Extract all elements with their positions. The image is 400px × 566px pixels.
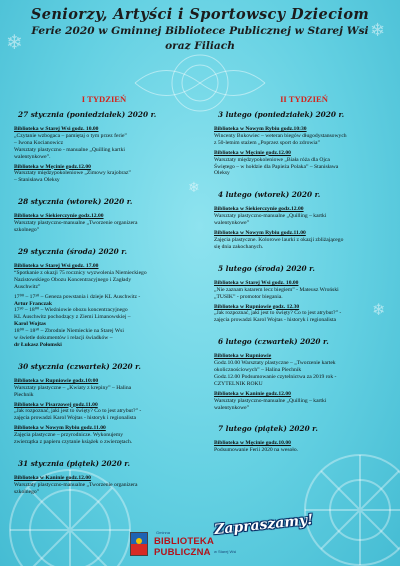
- logo-main-text: BIBLIOTEKA PUBLICZNA: [154, 536, 214, 558]
- event-description-line: Auschwitz”: [14, 283, 41, 290]
- snowflake-icon: ❄: [188, 180, 200, 196]
- event-entry: [14, 425, 194, 446]
- event-description-line: dr Łukasz Połomski: [14, 341, 62, 348]
- event-entry: [214, 150, 394, 178]
- logo-bottom-text: w Starej Wsi: [214, 549, 237, 554]
- event-description-line: Warsztaty międzypokoleniowe „Zimowy krajobraz”: [14, 170, 131, 177]
- day-heading: 27 stycznia (poniedziałek) 2020 r.: [18, 110, 157, 119]
- event-location-time: Biblioteka w Siekierczynie godz.12.00: [214, 206, 304, 213]
- event-location-time: Biblioteka w Siekierczynie godz.12.00: [14, 213, 104, 220]
- event-entry: [214, 391, 394, 412]
- day-heading: 30 stycznia (czwartek) 2020 r.: [18, 361, 141, 371]
- library-logo: [130, 530, 270, 562]
- event-entry: [14, 475, 194, 496]
- event-entry: [214, 304, 394, 325]
- event-description-line: „Jak rozpoznać, jaki jest to święty? Co to jest atrybut?” -: [14, 408, 142, 415]
- day-spacer: [14, 449, 194, 459]
- week-2-column: [214, 94, 394, 467]
- event-location-time: Biblioteka w Rupniowie: [214, 353, 272, 360]
- day-spacer: [14, 237, 194, 247]
- event-description-line: walentynkowe”.: [14, 153, 51, 160]
- event-description-line: CZYTELNIK ROKU: [214, 380, 263, 387]
- day-heading: 5 lutego (środa) 2020 r.: [218, 263, 315, 273]
- day-heading: 6 lutego (czwartek) 2020 r.: [218, 337, 329, 347]
- event-description-line: zwierzątka z papieru czytanie książek o zwierzętach.: [14, 439, 133, 446]
- event-description-line: „Czytanie wzbogaca – pamiętaj o tym przez ferie”: [14, 132, 127, 139]
- day-list: [214, 110, 394, 467]
- event-description-line: Warsztaty plastyczno-manualne „Quilling – kartki: [214, 397, 327, 404]
- event-location-time: Biblioteka w Starej Wsi godz. 17.00: [14, 262, 99, 269]
- event-location-time: Biblioteka w Męcinie godz.10.00: [214, 440, 291, 447]
- day-heading: 28 stycznia (wtorek) 2020 r.: [18, 197, 133, 207]
- event-description-line: walentynkowe”: [214, 220, 250, 227]
- event-description-line: Warsztaty plastyczne – „Kwiaty z krepiny” – Halina: [14, 384, 132, 391]
- week-heading: I TYDZIEŃ: [81, 94, 127, 104]
- event-description-line: “Spotkanie z okazji 75 rocznicy wyzwolenia Niemieckiego: [14, 269, 147, 276]
- event-entry: [214, 230, 394, 251]
- event-description-line: Wincenty Bukowiec – weteran biegów długodystansowych: [214, 132, 347, 139]
- event-description-line: zajęcia prowadzi Karol Wojtas - historyk i regionalista: [14, 415, 137, 422]
- event-description-line: Warsztaty plastyczno-manualne „Quilling – kartki: [214, 213, 327, 220]
- day-spacer: [14, 499, 194, 509]
- day-heading: 7 lutego (piątek) 2020 r.: [218, 424, 318, 434]
- event-description-line: – Iwona Kocianowicz: [14, 139, 64, 146]
- event-description-line: się dnia zakochanych.: [214, 243, 264, 250]
- event-entry: [214, 126, 394, 147]
- event-description-line: Nazistowskiego Obozu Koncentracyjnego i Zagłady: [14, 276, 132, 283]
- event-description-line: szkolnego”: [14, 227, 40, 234]
- event-entry: [214, 353, 394, 388]
- snowflake-icon: ❄: [372, 300, 386, 319]
- event-entry: [14, 378, 194, 399]
- day-heading: 3 lutego (poniedziałek) 2020 r.: [218, 110, 345, 119]
- poster-subtitle-second-line: oraz Filiach: [165, 40, 235, 52]
- event-description-line: Piechnik: [14, 391, 34, 398]
- day-list: [14, 110, 194, 509]
- event-description-line: Warsztaty plastyczno-manualne „Tworzenie organizera: [14, 481, 138, 488]
- event-description-line: zajęcia prowadzi Karol Wojtas - historyk i regionalista: [214, 317, 337, 324]
- event-description-line: Godz.10.00 Warsztaty plastyczne – „Tworzenie kartek: [214, 360, 336, 367]
- event-location-time: Biblioteka w Kaninie godz.12.00: [214, 390, 291, 397]
- poster-title: Seniorzy, Artyści i Sportowscy Dzieciom: [30, 6, 370, 23]
- event-description-line: w świetle dokumentów i relacji świadków –: [14, 335, 113, 342]
- coat-of-arms-icon: [130, 532, 148, 556]
- poster-subtitle: Ferie 2020 w Gminnej Bibliotece Publicznej w Starej Wsi: [31, 25, 369, 37]
- event-entry: [14, 126, 194, 161]
- event-description-line: Świętego – w hołdzie dla Papieża Polaka” – Stanisława: [214, 163, 339, 170]
- day-heading: 31 stycznia (piątek) 2020 r.: [18, 459, 131, 468]
- event-description-line: Artur Franczak: [14, 300, 52, 307]
- snowflake-icon: ❄: [6, 30, 23, 54]
- snowflake-icon: ❄: [370, 20, 386, 41]
- day-heading: 4 lutego (wtorek) 2020 r.: [218, 190, 321, 200]
- day-spacer: [214, 180, 394, 190]
- event-description-line: walentynkowe”: [214, 404, 250, 411]
- event-description-line: Zajęcia plastyczne. Kolorowe laurki z okazji zbliżającego: [214, 236, 344, 243]
- event-description-line: 18⁰⁰ – 18³⁰ – Zbrodnie Niemieckie na Starej Wsi: [14, 328, 124, 335]
- event-description-line: Godz.12.00 Podsumowanie czytelnictwa za 2019 rok -: [214, 373, 337, 380]
- week-heading: II TYDZIEŃ: [280, 94, 328, 104]
- event-description-line: Oleksy: [214, 170, 230, 177]
- event-description-line: Warsztaty plastyczno-manualne „Tworzenie organizera: [14, 220, 138, 227]
- event-entry: [214, 440, 394, 454]
- event-location-time: Biblioteka w Starej Wsi godz. 10.00: [214, 279, 299, 286]
- event-location-time: Biblioteka w Męcinie godz.12.00: [14, 163, 91, 170]
- event-description-line: Zajęcia plastyczne – przyrodnicze. Wykonujemy: [14, 432, 124, 439]
- event-entry: [14, 263, 194, 291]
- event-description-line: 17⁰⁰ – 17³⁰ – Geneza powstania i dzieje KL Auschwitz -: [14, 293, 141, 300]
- event-description-line: KL Auschwitz pochodzący z Ziemi Limanowskiej –: [14, 314, 131, 321]
- day-spacer: [214, 457, 394, 467]
- day-spacer: [214, 254, 394, 264]
- event-description-line: z 50-letnim stażem „Poprzez sport do zdrowia”: [214, 139, 320, 146]
- event-description-line: „Jak rozpoznać, jaki jest to święty? Co to jest atrybut?” -: [214, 310, 342, 317]
- event-description-line: Karol Wojtas: [14, 321, 46, 328]
- event-entry: [214, 206, 394, 227]
- event-description-line: „TUSIK” - promotor biegania.: [214, 293, 283, 300]
- event-description-line: Podsumowanie Ferii 2020 na wesoło.: [214, 447, 299, 454]
- event-location-time: Biblioteka w Rupniowie godz. 12.30: [214, 303, 300, 310]
- day-spacer: [214, 414, 394, 424]
- day-spacer: [214, 327, 394, 337]
- event-location-time: Biblioteka w Nowym Rybiu godz.11.00: [14, 425, 106, 432]
- event-location-time: Biblioteka w Kaninie godz.12.00: [14, 475, 91, 481]
- event-description-line: – Stanisława Oleksy: [14, 177, 60, 184]
- event-location-time: Biblioteka w Nowym Rybiu godz.11.00: [214, 230, 306, 237]
- week-1-column: [14, 94, 194, 509]
- event-description-line: okolicznościowych” – Halina Piechnik: [214, 367, 302, 374]
- logo-top-text: Gminna: [156, 530, 171, 535]
- event-location-time: Biblioteka w Starej Wsi godz. 10.00: [14, 126, 99, 132]
- event-entry: [214, 280, 394, 301]
- event-location-time: Biblioteka w Rupniowie godz.10:00: [14, 377, 99, 384]
- event-description-line: Warsztaty międzypokoleniowe „Biała róża dla Ojca: [214, 156, 330, 163]
- event-description-line: szkolnego”: [14, 488, 40, 495]
- event-entry: [14, 164, 194, 185]
- event-entry: [14, 402, 194, 423]
- event-location-time: Biblioteka w Męcinie godz.12.00: [214, 149, 291, 156]
- event-location-time: Biblioteka w Nowym Rybiu godz.10:30: [214, 126, 307, 132]
- event-description-line: 17³⁰ – 18⁰⁰ – Wieźniowie obozu koncentracyjnego: [14, 307, 128, 314]
- event-entry: [14, 213, 194, 234]
- closing-invitation: Zapraszamy!: [213, 511, 315, 539]
- day-spacer: [14, 187, 194, 197]
- day-spacer: [14, 352, 194, 362]
- event-description-line: „Nie zaznam katarem lecz biegiem” - Mateusz Wroński: [214, 286, 339, 293]
- day-heading: 29 stycznia (środa) 2020 r.: [18, 246, 128, 256]
- event-entry: [14, 294, 194, 349]
- event-description-line: Warsztaty plastyczno - manualne „Quilling kartki: [14, 146, 125, 153]
- event-location-time: Biblioteka w Pisarzowej godz.11.00: [14, 401, 98, 408]
